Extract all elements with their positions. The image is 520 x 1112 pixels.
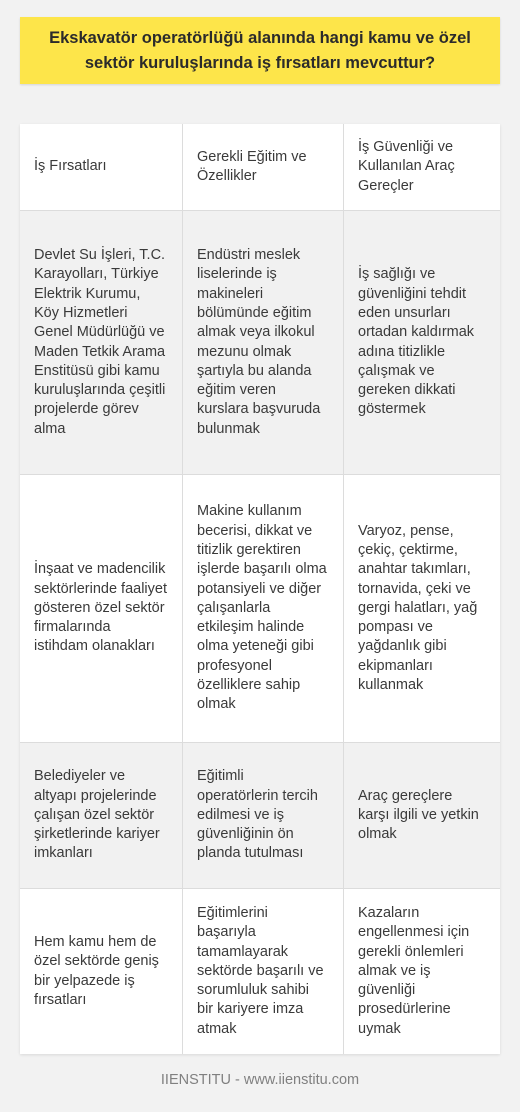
header-cell-required-training: Gerekli Eğitim ve Özellikler bbox=[182, 124, 343, 210]
table-row bbox=[20, 210, 500, 474]
header-cell-safety-tools: İş Güvenliği ve Kullanılan Araç Gereçler bbox=[343, 124, 500, 210]
table-cell: Devlet Su İşleri, T.C. Karayolları, Türkiye Elektrik Kurumu, Köy Hizmetleri Genel Müdürlüğü ve Maden Tetkik Arama Enstitüsü gibi kamu kuruluşlarında çeşitli projelerde görev alma bbox=[34, 247, 166, 437]
table-header-row bbox=[20, 124, 500, 210]
table-cell: İş sağlığı ve güvenliğini tehdit eden unsurları ortadan kaldırmak adına titizlikle çalışmak ve gereken dikkati göstermek bbox=[343, 211, 500, 474]
table-cell: Araç gereçlere karşı ilgili ve yetkin olmak bbox=[343, 743, 500, 888]
header-cell-job-opportunities: İş Fırsatları bbox=[34, 158, 107, 175]
table-cell: Varyoz, pense, çekiç, çektirme, anahtar takımları, tornavida, çeki ve gergi halatları, yağ pompası ve yağdanlık gibi ekipmanları kullanmak bbox=[343, 475, 500, 742]
table-cell: Hem kamu hem de özel sektörde geniş bir yelpazede iş fırsatları bbox=[34, 933, 159, 1008]
table-cell: Makine kullanım becerisi, dikkat ve titizlik gerektiren işlerde başarılı olma potansiyeli ve diğer çalışanlarla etkileşim halinde olma yeteneği gibi profesyonel özelliklere sahip olmak bbox=[182, 475, 343, 742]
info-table bbox=[20, 124, 500, 1054]
table-cell: İnşaat ve madencilik sektörlerinde faaliyet gösteren özel sektör firmalarında istihdam olanakları bbox=[34, 561, 167, 655]
table-cell: Eğitimlerini başarıyla tamamlayarak sektörde başarılı ve sorumluluk sahibi bir kariyere imza atmak bbox=[182, 889, 343, 1054]
footer-credit: IIENSTITU - www.iienstitu.com bbox=[160, 1072, 360, 1088]
table-row bbox=[20, 742, 500, 888]
page-title: Ekskavatör operatörlüğü alanında hangi kamu ve özel sektör kuruluşlarında iş fırsatları mevcuttur? bbox=[49, 28, 471, 72]
table-cell: Belediyeler ve altyapı projelerinde çalışan özel sektör şirketlerinde kariyer imkanları bbox=[34, 768, 160, 862]
title-banner bbox=[20, 17, 500, 84]
table-row bbox=[20, 474, 500, 742]
table-cell: Eğitimli operatörlerin tercih edilmesi ve iş güvenliğinin ön planda tutulması bbox=[182, 743, 343, 888]
table-cell: Endüstri meslek liselerinde iş makineleri bölümünde eğitim almak veya ilkokul mezunu olmak şartıyla bu alanda eğitim veren kurslara başvuruda bulunmak bbox=[182, 211, 343, 474]
table-cell: Kazaların engellenmesi için gerekli önlemleri almak ve iş güvenliği prosedürlerine uymak bbox=[343, 889, 500, 1054]
table-row bbox=[20, 888, 500, 1054]
